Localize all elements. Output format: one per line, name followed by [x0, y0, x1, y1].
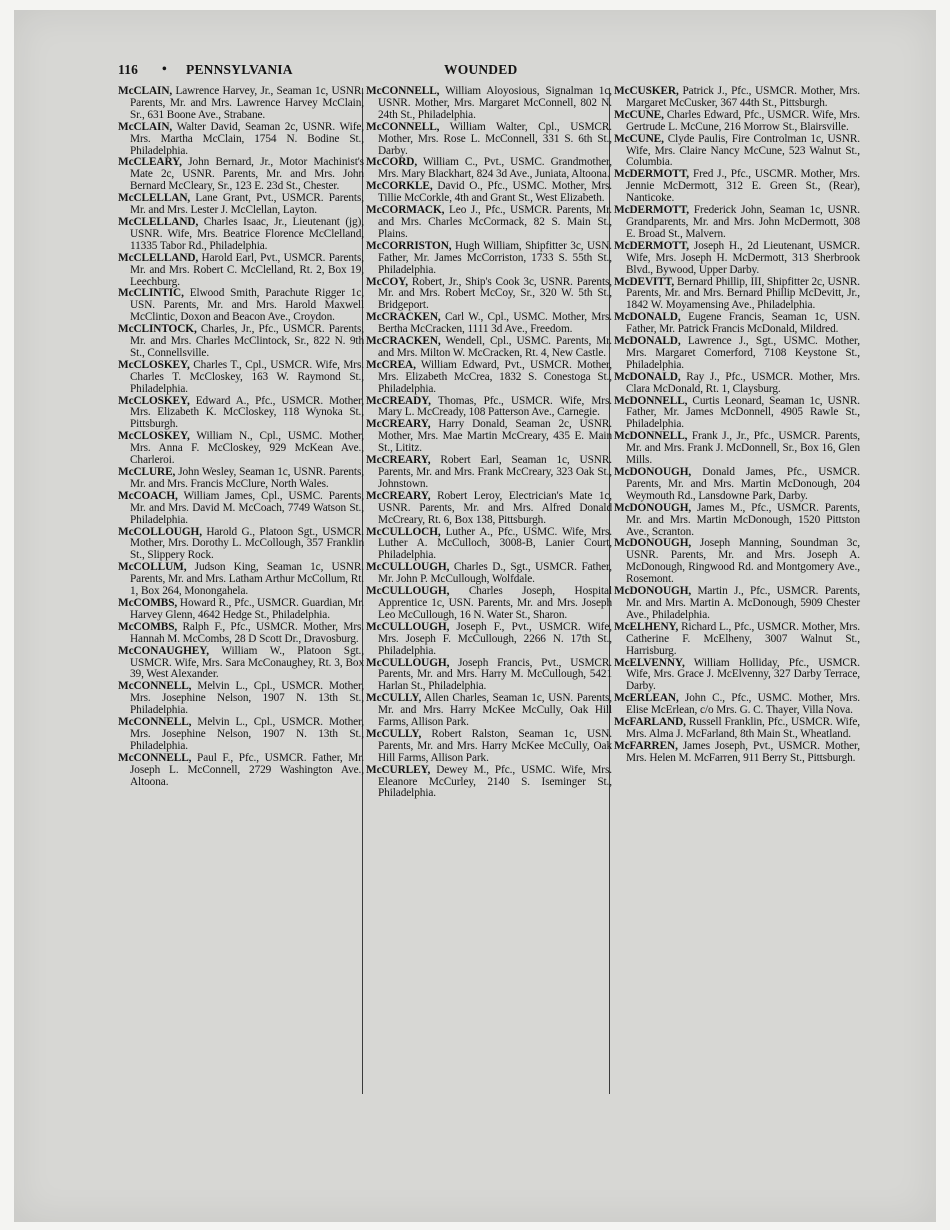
surname: McCONNELL, [118, 680, 192, 693]
entry-details: Allen Charles, Seaman 1c, USN. Parents, Mr. and Mrs. Harry McKee McCully, Oak Hill Farms, Allison Park. [378, 692, 613, 729]
entry-details: Frederick John, Seaman 1c, USNR. Grandparents, Mr. and Mrs. John McDermott, 308 E. Broad St., Malvern. [626, 204, 860, 240]
surname: McCORMACK, [366, 204, 445, 217]
surname: McCULLOUGH, [366, 585, 450, 598]
casualty-entry [366, 181, 612, 205]
entry-details: Charles Isaac, Jr., Lieutenant (jg), USNR. Wife, Mrs. Beatrice Florence McClelland, 11335 Tabor Rd., Philadelphia. [130, 215, 364, 252]
surname: McDERMOTT, [614, 168, 690, 181]
section-title: WOUNDED [444, 62, 518, 77]
surname: McCRACKEN, [366, 311, 441, 324]
surname: McCOMBS, [118, 620, 178, 633]
surname: McDONALD, [614, 335, 681, 348]
entry-details: Paul F., Pfc., USMCR. Father, Mr. Joseph L. McConnell, 2729 Washington Ave., Altoona. [130, 751, 364, 788]
entry-details: Robert Leroy, Electrician's Mate 1c, USNR. Parents, Mr. and Mrs. Alfred Donald McCreary, Rt. 6, Box 138, Pittsburgh. [378, 489, 613, 526]
surname: McCUNE, [614, 132, 664, 145]
surname: McDONALD, [614, 370, 681, 383]
casualty-entry [614, 622, 860, 658]
casualty-entry [366, 360, 612, 396]
entry-details: David O., Pfc., USMC. Mother, Mrs. Tillie McCorkle, 4th and Grant St., West Elizabeth. [378, 180, 613, 205]
casualty-entry [366, 658, 612, 694]
entry-details: Robert, Jr., Ship's Cook 3c, USNR. Parents, Mr. and Mrs. Robert McCoy, Sr., 320 W. 5th St., Bridgeport. [378, 275, 612, 312]
surname: McCULLY, [366, 692, 422, 705]
casualty-entry [118, 717, 364, 753]
entry-details: Frank J., Jr., Pfc., USMCR. Parents, Mr. and Mrs. Frank J. McDonnell, Sr., Box 16, Glen Mills. [626, 430, 860, 467]
casualty-entry [118, 562, 364, 598]
entry-details: Luther A., Pfc., USMC. Wife, Mrs. Luther A. McCulloch, 3008-B, Lanier Court, Philadelphia. [378, 525, 612, 562]
entry-details: James Joseph, Pvt., USMCR. Mother, Mrs. Helen M. McFarren, 911 Berry St., Pittsburgh. [626, 739, 860, 764]
surname: McDONOUGH, [614, 537, 692, 550]
entry-details: William Aloyosious, Signalman 1c, USNR. Mother, Mrs. Margaret McConnell, 802 N. 24th St., Philadelphia. [378, 85, 612, 121]
casualty-entry [614, 110, 860, 134]
entry-details: Eugene Francis, Seaman 1c, USN. Father, Mr. Patrick Francis McDonald, Mildred. [626, 311, 860, 336]
entry-details: Robert Ralston, Seaman 1c, USN. Parents, Mr. and Mrs. Harry McKee McCully, Oak Hill Farms, Allison Park. [378, 727, 612, 764]
surname: McCREADY, [366, 394, 431, 407]
entry-details: John Bernard, Jr., Motor Machinist's Mate 2c, USNR. Parents, Mr. and Mrs. John Bernard McCleary, Sr., 123 E. 23d St., Chester. [130, 156, 364, 193]
casualty-entry [118, 467, 364, 491]
casualty-entry [366, 157, 612, 181]
surname: McCREA, [366, 358, 416, 371]
entry-details: Ray J., Pfc., USMCR. Mother, Mrs. Clara McDonald, Rt. 1, Claysburg. [626, 370, 860, 395]
column-2 [366, 86, 612, 800]
surname: McFARLAND, [614, 716, 686, 729]
entry-details: Lane Grant, Pvt., USMCR. Parents, Mr. and Mrs. Lester J. McClellan, Layton. [130, 192, 364, 217]
casualty-entry [366, 277, 612, 313]
casualty-entry [614, 658, 860, 694]
bullet-separator: • [162, 61, 167, 76]
entry-details: Lawrence Harvey, Jr., Seaman 1c, USNR. Parents, Mr. and Mrs. Lawrence Harvey McClain, Sr., 631 Boone Ave., Strabane. [130, 85, 364, 121]
casualty-entry [366, 205, 612, 241]
casualty-entry [366, 455, 612, 491]
casualty-entry [366, 86, 612, 122]
surname: McCONNELL, [366, 85, 440, 97]
surname: McCUSKER, [614, 85, 679, 97]
casualty-entry [118, 217, 364, 253]
casualty-entry [366, 241, 612, 277]
surname: McCOACH, [118, 489, 178, 502]
entry-details: Edward A., Pfc., USMCR. Mother, Mrs. Elizabeth K. McCloskey, 118 Wynoka St., Pittsburgh. [130, 394, 364, 431]
surname: McDONALD, [614, 311, 681, 324]
surname: McCLOSKEY, [118, 430, 190, 443]
surname: McCOLLUM, [118, 561, 187, 574]
entry-details: Bernard Phillip, III, Shipfitter 2c, USNR. Parents, Mr. and Mrs. Bernard Phillip McDevitt, Jr., 1842 W. Moyamensing Ave., Philadelphia. [626, 275, 860, 312]
surname: McCLOSKEY, [118, 358, 190, 371]
entry-details: Fred J., Pfc., USCMR. Mother, Mrs. Jennie McDermott, 312 E. Green St., (Rear), Nanticoke. [626, 168, 861, 205]
entry-details: William James, Cpl., USMC. Parents, Mr. and Mrs. David M. McCoach, 7749 Watson St., Philadelphia. [130, 489, 364, 526]
surname: McELHENY, [614, 620, 679, 633]
entry-details: William W., Platoon Sgt., USMCR. Wife, Mrs. Sara McConaughey, Rt. 3, Box 39, West Alexander. [130, 644, 364, 681]
casualty-entry [118, 288, 364, 324]
surname: McCULLOUGH, [366, 561, 450, 574]
surname: McELVENNY, [614, 656, 685, 669]
surname: McERLEAN, [614, 692, 679, 705]
entry-details: Melvin L., Cpl., USMCR. Mother, Mrs. Josephine Nelson, 1907 N. 13th St., Philadelphia. [130, 716, 364, 752]
casualty-entry [366, 586, 612, 622]
casualty-entry [118, 681, 364, 717]
surname: McCREARY, [366, 489, 431, 502]
entry-details: Joseph Francis, Pvt., USMCR. Parents, Mr. and Mrs. Harry M. McCullough, 5421 Harlan St., Philadelphia. [378, 656, 612, 693]
casualty-entry [614, 312, 860, 336]
surname: McCOMBS, [118, 596, 178, 609]
casualty-entry [366, 491, 612, 527]
surname: McDERMOTT, [614, 239, 690, 252]
page-header [118, 62, 898, 80]
casualty-entry [366, 312, 612, 336]
casualty-entry [614, 396, 860, 432]
casualty-entry [118, 253, 364, 289]
entry-details: Joseph H., 2d Lieutenant, USMCR. Wife, Mrs. Joseph H. McDermott, 313 Sherbrook Blvd., Bywood, Upper Darby. [626, 239, 860, 276]
entry-details: Richard L., Pfc., USMCR. Mother, Mrs. Catherine F. McElheny, 3007 Walnut St., Harrisburg. [626, 620, 860, 657]
casualty-entry [614, 538, 860, 586]
entry-details: Carl W., Cpl., USMC. Mother, Mrs. Bertha McCracken, 1111 3d Ave., Freedom. [378, 311, 613, 336]
entry-details: Martin J., Pfc., USMCR. Parents, Mr. and Mrs. Martin A. McDonough, 5909 Chester Ave., Philadelphia. [626, 585, 860, 621]
entry-details: Harold Earl, Pvt., USMCR. Parents, Mr. and Mrs. Robert C. McClelland, Rt. 2, Box 19, Leechburg. [130, 251, 364, 288]
surname: McCOLLOUGH, [118, 525, 202, 538]
casualty-entry [614, 336, 860, 372]
entry-details: Joseph F., Pvt., USMCR. Wife, Mrs. Joseph F. McCullough, 2266 N. 17th St., Philadelphia. [378, 620, 612, 657]
entry-details: Leo J., Pfc., USMCR. Parents, Mr. and Mrs. Charles McCormack, 82 S. Main St., Plains. [378, 204, 612, 240]
surname: McCLELLAN, [118, 192, 191, 205]
entry-details: Dewey M., Pfc., USMC. Wife, Mrs. Eleanore McCurley, 2140 S. Iseminger St., Philadelphia. [378, 763, 612, 800]
surname: McCLINTOCK, [118, 323, 197, 336]
surname: McCORD, [366, 156, 418, 169]
surname: McCONNELL, [118, 751, 192, 764]
casualty-entry [614, 693, 860, 717]
surname: McCORRISTON, [366, 239, 452, 252]
casualty-entry [366, 729, 612, 765]
casualty-entry [614, 241, 860, 277]
casualty-entry [118, 491, 364, 527]
surname: McCORKLE, [366, 180, 433, 193]
entry-details: Harry Donald, Seaman 2c, USNR. Mother, Mrs. Mae Martin McCreary, 435 E. Main St., Lititz. [378, 418, 612, 455]
casualty-entry [366, 562, 612, 586]
surname: McCONNELL, [366, 120, 440, 133]
casualty-entry [614, 586, 860, 622]
entry-details: Charles Joseph, Hospital Apprentice 1c, USN. Parents, Mr. and Mrs. Joseph Leo McCullough, 16 N. Water St., Sharon. [378, 585, 612, 621]
surname: McDONNELL, [614, 430, 688, 443]
entry-details: Charles, Jr., Pfc., USMCR. Parents, Mr. and Mrs. Charles McClintock, Sr., 822 N. 9th St., Connellsville. [130, 323, 364, 359]
surname: McCULLOUGH, [366, 620, 450, 633]
casualty-entry [614, 134, 860, 170]
entry-details: William Walter, Cpl., USMCR. Mother, Mrs. Rose L. McConnell, 331 S. 6th St., Darby. [378, 120, 612, 157]
entry-details: William Holliday, Pfc., USMCR. Wife, Mrs. Grace J. McElvenny, 327 Darby Terrace, Darby. [626, 656, 861, 693]
surname: McDONOUGH, [614, 585, 692, 598]
entry-details: Joseph Manning, Soundman 3c, USNR. Parents, Mr. and Mrs. Joseph A. McDonough, Ringwood Rd. and Montgomery Ave., Rosemont. [626, 537, 860, 586]
entry-details: Lawrence J., Sgt., USMC. Mother, Mrs. Margaret Comerford, 7108 Keystone St., Philadelphia. [626, 335, 860, 371]
entry-details: John C., Pfc., USMC. Mother, Mrs. Elise McErlean, c/o Mrs. G. C. Thayer, Villa Nova. [626, 692, 860, 717]
surname: McDONNELL, [614, 394, 688, 407]
casualty-entry [614, 169, 860, 205]
entry-details: Walter David, Seaman 2c, USNR. Wife, Mrs. Martha McClain, 1754 N. Bodine St., Philadelphia. [130, 120, 364, 157]
casualty-entry [118, 324, 364, 360]
entry-details: William N., Cpl., USMC. Mother, Mrs. Anna F. McCloskey, 929 McKean Ave., Charleroi. [130, 430, 364, 467]
surname: McCLEARY, [118, 156, 182, 169]
casualty-entry [366, 765, 612, 801]
casualty-entry [366, 336, 612, 360]
entry-details: Charles D., Sgt., USMCR. Father, Mr. John P. McCullough, Wolfdale. [378, 561, 612, 586]
casualty-entry [118, 622, 364, 646]
surname: McCLAIN, [118, 120, 173, 133]
entry-details: William C., Pvt., USMC. Grandmother, Mrs. Mary Blackhart, 824 3d Ave., Juniata, Altoona. [378, 156, 612, 181]
surname: McCULLOCH, [366, 525, 441, 538]
entry-details: Donald James, Pfc., USMCR. Parents, Mr. and Mrs. Martin McDonough, 204 Weymouth Rd., Lansdowne Park, Darby. [626, 466, 860, 502]
surname: McCLAIN, [118, 85, 173, 97]
surname: McCONNELL, [118, 716, 192, 729]
entry-details: Harold G., Platoon Sgt., USMCR. Mother, Mrs. Dorothy L. McCollough, 357 Franklin St., Slippery Rock. [130, 525, 364, 562]
casualty-entry [118, 598, 364, 622]
surname: McCLELLAND, [118, 215, 199, 228]
casualty-entry [366, 396, 612, 420]
casualty-entry [614, 277, 860, 313]
casualty-entry [118, 753, 364, 789]
surname: McDEVITT, [614, 275, 675, 288]
surname: McCLOSKEY, [118, 394, 190, 407]
casualty-entry [614, 205, 860, 241]
casualty-entry [118, 396, 364, 432]
casualty-entry [366, 693, 612, 729]
entry-details: Elwood Smith, Parachute Rigger 1c, USN. Parents, Mr. and Mrs. Harold Maxwell McClintic, Doxon and Beacon Ave., Croydon. [130, 287, 364, 324]
entry-details: Melvin L., Cpl., USMCR. Mother, Mrs. Josephine Nelson, 1907 N. 13th St., Philadelphia. [130, 680, 364, 717]
surname: McDONOUGH, [614, 501, 692, 514]
surname: McCOY, [366, 275, 408, 288]
casualty-entry [118, 646, 364, 682]
entry-details: Howard R., Pfc., USMCR. Guardian, Mr. Harvey Glenn, 4642 Hedge St., Philadelphia. [130, 596, 364, 621]
casualty-entry [366, 122, 612, 158]
casualty-entry [118, 122, 364, 158]
casualty-entry [366, 527, 612, 563]
entry-details: Clyde Paulis, Fire Controlman 1c, USNR. Wife, Mrs. Claire Nancy McCune, 523 Walnut St., Columbia. [626, 132, 861, 169]
entry-details: Charles Edward, Pfc., USMCR. Wife, Mrs. Gertrude L. McCune, 216 Morrow St., Blairsville. [626, 108, 860, 133]
casualty-entry [118, 86, 364, 122]
column-1 [118, 86, 364, 788]
casualty-entry [118, 193, 364, 217]
surname: McCRACKEN, [366, 335, 441, 348]
casualty-entry [614, 503, 860, 539]
surname: McCURLEY, [366, 763, 431, 776]
surname: McCLINTIC, [118, 287, 184, 300]
entry-details: James M., Pfc., USMCR. Parents, Mr. and Mrs. Martin McDonough, 1520 Pittston Ave., Scranton. [626, 501, 860, 538]
entry-details: Ralph F., Pfc., USMCR. Mother, Mrs. Hannah M. McCombs, 28 D Scott Dr., Dravosburg. [130, 620, 364, 645]
surname: McDONOUGH, [614, 466, 692, 478]
surname: McCULLOUGH, [366, 656, 450, 669]
casualty-entry [118, 431, 364, 467]
surname: McCUNE, [614, 108, 664, 121]
casualty-entry [614, 86, 860, 110]
entry-details: Judson King, Seaman 1c, USNR. Parents, Mr. and Mrs. Latham Arthur McCollum, Rt. 1, Box 264, Monongahela. [130, 561, 364, 598]
surname: McCREARY, [366, 454, 431, 467]
casualty-entry [614, 431, 860, 467]
casualty-entry [614, 467, 860, 503]
casualty-entry [614, 717, 860, 741]
casualty-entry [366, 419, 612, 455]
column-3 [614, 86, 860, 765]
state-name: PENNSYLVANIA [186, 62, 293, 77]
entry-details: John Wesley, Seaman 1c, USNR. Parents, Mr. and Mrs. Francis McClure, North Wales. [130, 466, 364, 490]
entry-details: Robert Earl, Seaman 1c, USNR. Parents, Mr. and Mrs. Frank McCreary, 323 Oak St., Johnstown. [378, 454, 612, 490]
surname: McCULLY, [366, 727, 422, 740]
casualty-entry [118, 157, 364, 193]
entry-details: Russell Franklin, Pfc., USMCR. Wife, Mrs. Alma J. McFarland, 8th Main St., Wheatland. [626, 716, 860, 740]
casualty-entry [366, 622, 612, 658]
entry-details: Hugh William, Shipfitter 3c, USN. Father, Mr. James McCorriston, 1733 S. 55th St., Philadelphia. [378, 239, 612, 276]
casualty-entry [614, 741, 860, 765]
casualty-entry [118, 527, 364, 563]
entry-details: Charles T., Cpl., USMCR. Wife, Mrs. Charles T. McCloskey, 163 W. Raymond St., Philadelphia. [130, 358, 364, 395]
entry-details: Patrick J., Pfc., USMCR. Mother, Mrs. Margaret McCusker, 367 44th St., Pittsburgh. [626, 85, 860, 109]
casualty-entry [118, 360, 364, 396]
surname: McDERMOTT, [614, 204, 690, 217]
surname: McCLURE, [118, 466, 176, 478]
entry-details: William Edward, Pvt., USMCR. Mother, Mrs. Elizabeth McCrea, 1832 S. Conestoga St., Philadelphia. [378, 358, 612, 395]
surname: McCONAUGHEY, [118, 644, 209, 657]
surname: McCLELLAND, [118, 251, 199, 264]
surname: McFARREN, [614, 739, 678, 752]
entry-details: Thomas, Pfc., USMCR. Wife, Mrs. Mary L. McCready, 108 Patterson Ave., Carnegie. [378, 394, 612, 419]
casualty-entry [614, 372, 860, 396]
surname: McCREARY, [366, 418, 431, 431]
entry-details: Wendell, Cpl., USMC. Parents, Mr. and Mrs. Milton W. McCracken, Rt. 4, New Castle. [378, 335, 612, 359]
page-number: 116 [118, 62, 139, 77]
entry-details: Curtis Leonard, Seaman 1c, USNR. Father, Mr. James McDonnell, 4905 Rawle St., Philadelphia. [626, 394, 860, 431]
